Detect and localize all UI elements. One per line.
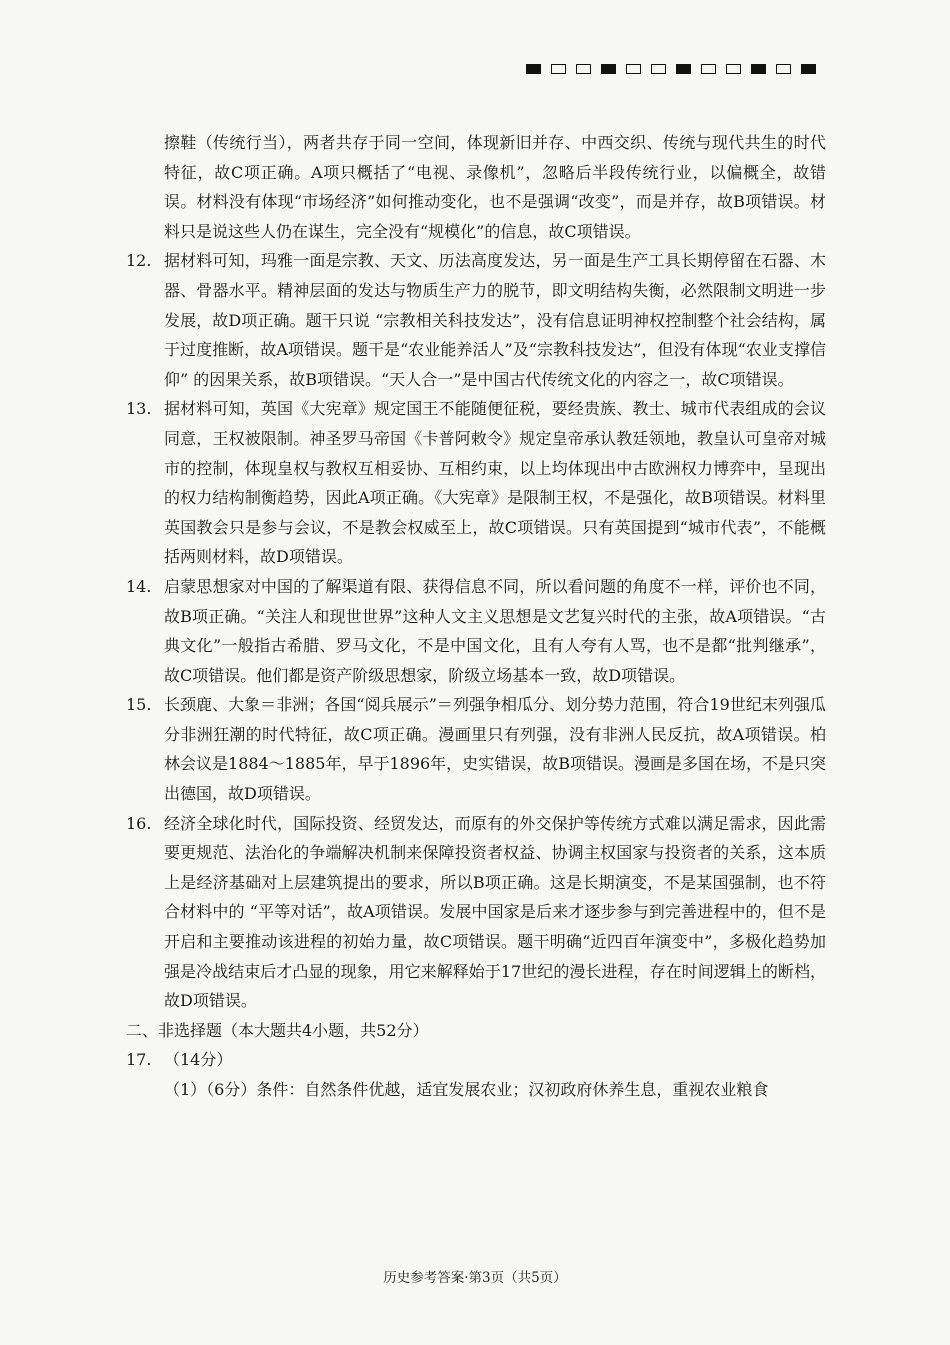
question-number: 17. bbox=[126, 1050, 152, 1070]
hollow-square-icon bbox=[626, 64, 641, 74]
hollow-square-icon bbox=[701, 64, 716, 74]
hollow-square-icon bbox=[776, 64, 791, 74]
section-heading: 二、非选择题（本大题共4小题，共52分） bbox=[126, 1020, 429, 1040]
item-number: 15. bbox=[126, 695, 152, 715]
question-points: （14分） bbox=[164, 1050, 233, 1070]
answer-item-15 bbox=[126, 690, 826, 808]
continuation-paragraph: 擦鞋（传统行当），两者共存于同一空间，体现新旧并存、中西交织、传统与现代共生的时代特征，故C项正确。A项只概括了“电视、录像机”，忽略后半段传统行业，以偏概全，故错误。材料没有体现“市场经济”如何推动变化，也不是强调“改变”，而是并存，故B项错误。材料只是说这些人仍在谋生，完全没有“规模化”的信息，故C项错误。 bbox=[164, 133, 826, 241]
filled-square-icon bbox=[601, 64, 616, 74]
hollow-square-icon bbox=[576, 64, 591, 74]
header-marks bbox=[526, 64, 816, 74]
hollow-square-icon bbox=[651, 64, 666, 74]
filled-square-icon bbox=[526, 64, 541, 74]
page-footer: 历史参考答案·第3页（共5页） bbox=[383, 1270, 567, 1286]
filled-square-icon bbox=[801, 64, 816, 74]
answer-items bbox=[126, 246, 826, 1015]
item-number: 16. bbox=[126, 813, 152, 833]
question-17-part-1: （1）（6分）条件：自然条件优越，适宜发展农业；汉初政府休养生息，重视农业粮食 bbox=[164, 1080, 769, 1099]
answer-item-13 bbox=[126, 394, 826, 572]
answer-item-16 bbox=[126, 809, 826, 1016]
hollow-square-icon bbox=[726, 64, 741, 74]
item-text: 据材料可知，英国《大宪章》规定国王不能随便征税，要经贵族、教士、城市代表组成的会议同意，王权被限制。神圣罗马帝国《卡普阿敕令》规定皇帝承认教廷领地，教皇认可皇帝对城市的控制，体现皇权与教权互相妥协、互相约束，以上均体现出中古欧洲权力博弈中，呈现出的权力结构制衡趋势，因此A项正确。《大宪章》是限制王权，不是强化，故B项错误。材料里英国教会只是参与会议，不是教会权威至上，故C项错误。只有英国提到“城市代表”，不能概括两则材料，故D项错误。 bbox=[164, 399, 826, 567]
item-text: 经济全球化时代，国际投资、经贸发达，而原有的外交保护等传统方式难以满足需求，因此需要更规范、法治化的争端解决机制来保障投资者权益、协调主权国家与投资者的关系，这本质上是经济基础对上层建筑提出的要求，所以B项正确。这是长期演变，不是某国强制，也不符合材料中的 “平等对话”，故A项错误。发展中国家是后来才逐步参与到完善进程中的，但不是开启和主要推动该进程的初始力量，故C项错误。题干明确“近四百年演变中”，多极化趋势加强是冷战结束后才凸显的现象，用它来解释始于17世纪的漫长进程，存在时间逻辑上的断档，故D项错误。 bbox=[164, 813, 826, 1011]
item-number: 14. bbox=[126, 576, 152, 596]
answer-item-12 bbox=[126, 246, 826, 394]
filled-square-icon bbox=[751, 64, 766, 74]
hollow-square-icon bbox=[551, 64, 566, 74]
question-17-heading bbox=[126, 1045, 826, 1075]
item-number: 12. bbox=[126, 251, 152, 271]
item-text: 启蒙思想家对中国的了解渠道有限、获得信息不同，所以看问题的角度不一样，评价也不同，故B项正确。“关注人和现世世界”这种人文主义思想是文艺复兴时代的主张，故A项错误。“古典文化”一般指古希腊、罗马文化，不是中国文化，且有人夸有人骂，也不是都“批判继承”，故C项错误。他们都是资产阶级思想家，阶级立场基本一致，故D项错误。 bbox=[164, 576, 826, 685]
filled-square-icon bbox=[676, 64, 691, 74]
item-text: 据材料可知，玛雅一面是宗教、天文、历法高度发达，另一面是生产工具长期停留在石器、木器、骨器水平。精神层面的发达与物质生产力的脱节，即文明结构失衡，必然限制文明进一步发展，故D项正确。题干只说 “宗教相关科技发达”，没有信息证明神权控制整个社会结构，属于过度推断，故A项错误。题干是“农业能养活人”及“宗教科技发达”，但没有体现“农业支撑信仰” 的因果关系，故B项错误。“天人合一”是中国古代传统文化的内容之一，故C项错误。 bbox=[164, 251, 826, 389]
item-number: 13. bbox=[126, 399, 152, 419]
answer-content bbox=[126, 128, 826, 1105]
answer-item-14 bbox=[126, 572, 826, 690]
item-text: 长颈鹿、大象＝非洲；各国“阅兵展示”＝列强争相瓜分、划分势力范围，符合19世纪末列强瓜分非洲狂潮的时代特征，故C项正确。漫画里只有列强，没有非洲人民反抗，故A项错误。柏林会议是1884～1885年，早于1896年，史实错误，故B项错误。漫画是多国在场，不是只突出德国，故D项错误。 bbox=[164, 695, 826, 804]
